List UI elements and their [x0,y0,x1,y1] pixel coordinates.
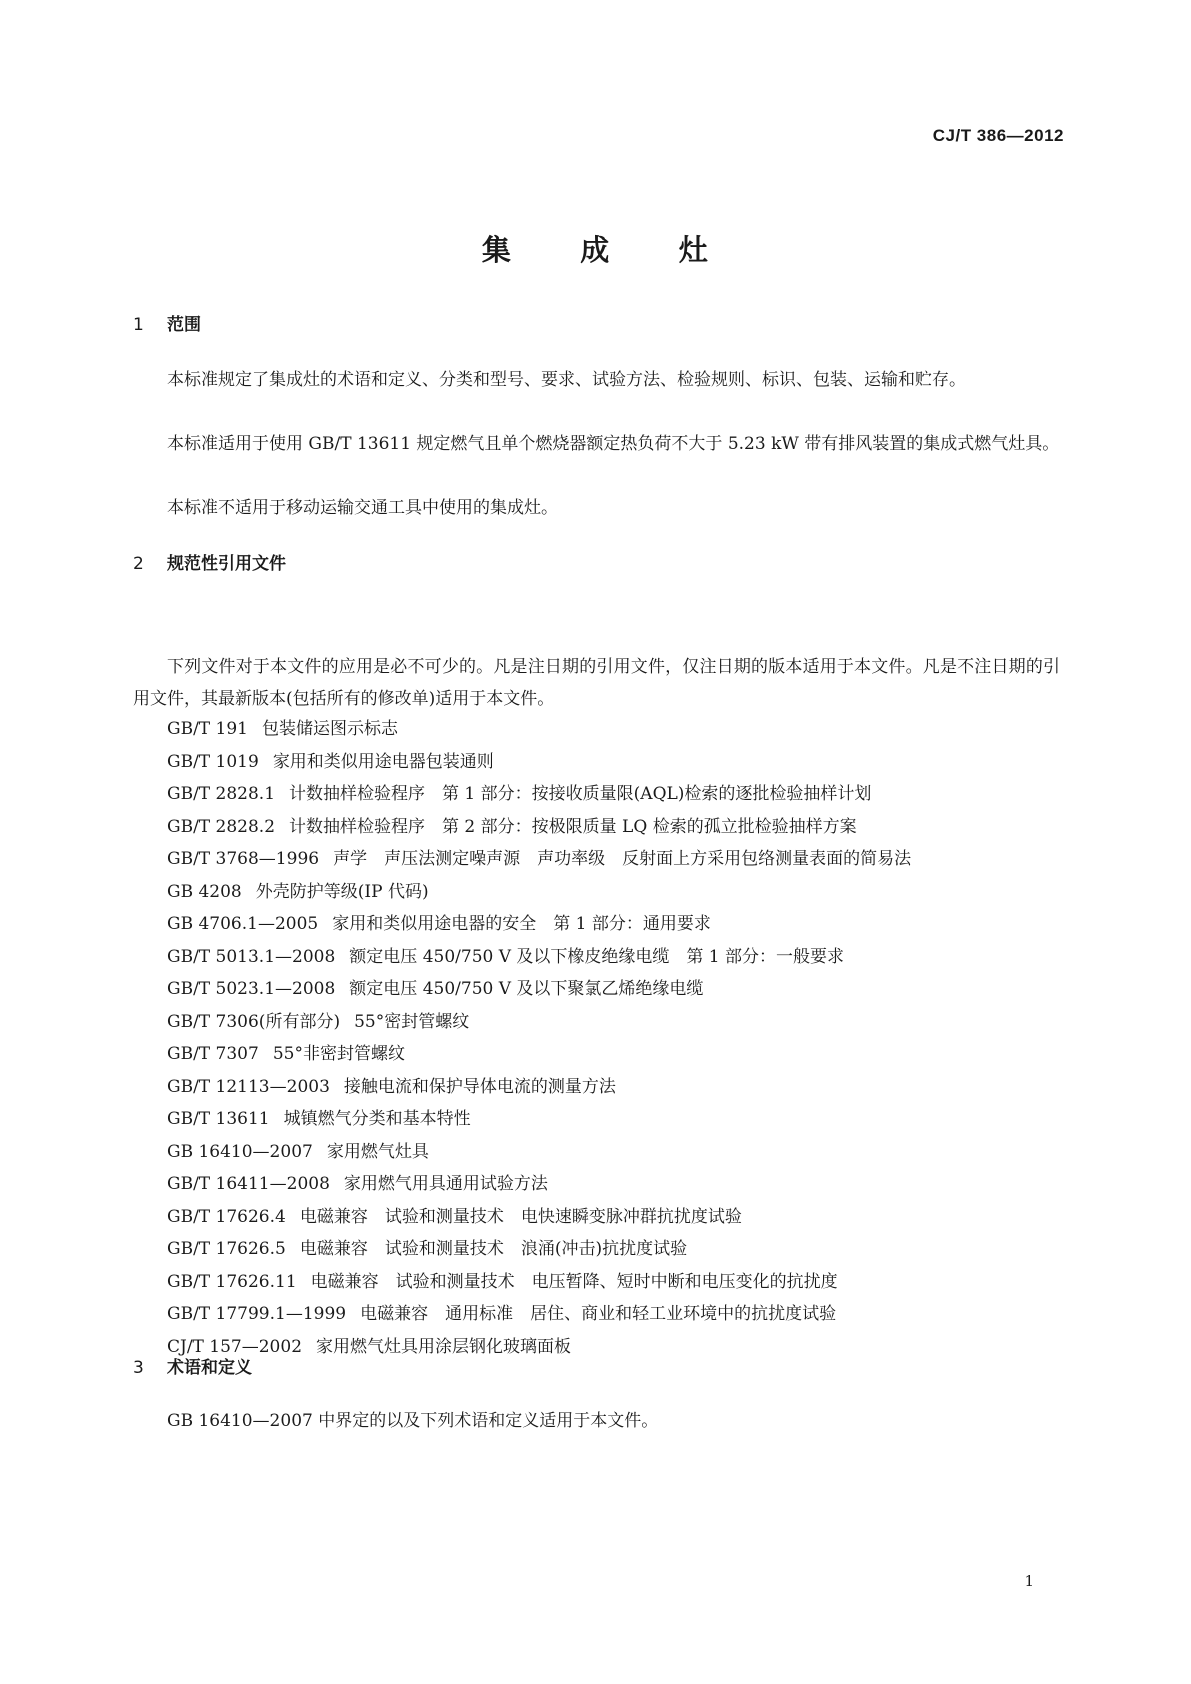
title-char: 灶 [678,233,710,267]
section-title: 范围 [167,315,201,335]
reference-item [133,1136,1060,1169]
reference-title: 55°密封管螺纹 [354,1011,470,1032]
reference-code: GB/T 191 [167,719,248,739]
reference-code: GB 16410—2007 [167,1141,313,1162]
reference-code: GB/T 13611 [167,1109,270,1129]
reference-title: 电磁兼容 试验和测量技术 浪涌(冲击)抗扰度试验 [299,1239,688,1259]
reference-code: GB/T 1019 [167,751,259,772]
reference-item [133,1103,1060,1136]
reference-title: 家用和类似用途电器的安全 第 1 部分：通用要求 [332,914,711,934]
reference-item [133,1298,1060,1331]
section-1-heading [133,310,201,335]
reference-item [133,746,1060,779]
reference-code: GB/T 5023.1—2008 [167,979,336,999]
reference-item [133,1038,1060,1071]
title-char: 成 [580,233,611,267]
reference-code: GB 4208 [167,881,242,902]
section-2-heading [133,549,286,574]
reference-item [133,1006,1060,1039]
reference-title: 外壳防护等级(IP 代码) [255,881,429,902]
reference-item [133,1071,1060,1104]
section-title: 规范性引用文件 [167,554,286,574]
reference-title: 家用燃气灶具 [326,1141,429,1162]
reference-item [133,713,1060,746]
section-2-intro: 下列文件对于本文件的应用是必不可少的。凡是注日期的引用文件，仅注日期的版本适用于本文件。凡是不注日期的引用文件，其最新版本(包括所有的修改单)适用于本文件。 [133,657,1060,709]
reference-code: GB/T 2828.1 [167,784,276,804]
section-3-heading [133,1353,252,1378]
reference-code: GB/T 17799.1—1999 [167,1304,347,1324]
reference-item [133,811,1060,844]
reference-title: 包装储运图示标志 [262,719,398,739]
reference-title: 电磁兼容 试验和测量技术 电快速瞬变脉冲群抗扰度试验 [299,1206,742,1227]
reference-title: 城镇燃气分类和基本特性 [283,1109,471,1129]
reference-title: 额定电压 450/750 V 及以下聚氯乙烯绝缘电缆 [349,979,704,999]
reference-code: GB/T 7306(所有部分) [167,1011,341,1032]
reference-item [133,1331,1060,1364]
section-number: 2 [133,554,144,574]
reference-title: 电磁兼容 试验和测量技术 电压暂降、短时中断和电压变化的抗扰度 [310,1271,838,1292]
reference-code: GB 4706.1—2005 [167,914,319,934]
reference-title: 家用燃气用具通用试验方法 [343,1174,548,1194]
reference-code: CJ/T 157—2002 [167,1336,303,1357]
title-char: 集 [481,233,513,267]
page-number: 1 [1024,1572,1034,1590]
reference-item [133,843,1060,876]
standard-code: CJ/T 386—2012 [932,126,1064,145]
section-1-paragraph: 本标准不适用于移动运输交通工具中使用的集成灶。 [167,498,558,518]
section-3-intro: GB 16410—2007 中界定的以及下列术语和定义适用于本文件。 [167,1411,659,1431]
reference-code: GB/T 2828.2 [167,816,276,837]
reference-code: GB/T 12113—2003 [167,1076,330,1097]
reference-title: 接触电流和保护导体电流的测量方法 [343,1076,616,1097]
reference-item [133,1266,1060,1299]
section-number: 3 [133,1358,144,1378]
reference-title: 额定电压 450/750 V 及以下橡皮绝缘电缆 第 1 部分：一般要求 [349,946,845,967]
document-title [0,228,1191,269]
reference-code: GB/T 3768—1996 [167,849,320,869]
reference-title: 电磁兼容 通用标准 居住、商业和轻工业环境中的抗扰度试验 [360,1304,837,1324]
reference-item [133,908,1060,941]
reference-item [133,941,1060,974]
reference-code: GB/T 5013.1—2008 [167,946,336,967]
reference-title: 计数抽样检验程序 第 1 部分：按接收质量限(AQL)检索的逐批检验抽样计划 [289,784,872,804]
reference-code: GB/T 16411—2008 [167,1174,330,1194]
reference-title: 声学 声压法测定噪声源 声功率级 反射面上方采用包络测量表面的简易法 [333,849,912,869]
reference-item [133,778,1060,811]
reference-code: GB/T 7307 [167,1044,259,1064]
section-1-paragraph: 本标准规定了集成灶的术语和定义、分类和型号、要求、试验方法、检验规则、标识、包装、运输和贮存。 [167,370,966,390]
reference-list [133,713,1060,1363]
section-number: 1 [133,315,144,335]
reference-title: 计数抽样检验程序 第 2 部分：按极限质量 LQ 检索的孤立批检验抽样方案 [289,816,857,837]
reference-code: GB/T 17626.4 [167,1206,286,1227]
reference-item [133,1201,1060,1234]
reference-item [133,1168,1060,1201]
reference-item [133,876,1060,909]
reference-code: GB/T 17626.11 [167,1271,297,1292]
reference-title: 家用燃气灶具用涂层钢化玻璃面板 [316,1336,572,1357]
reference-item [133,1233,1060,1266]
reference-code: GB/T 17626.5 [167,1239,286,1259]
reference-title: 家用和类似用途电器包装通则 [272,751,494,772]
section-title: 术语和定义 [167,1358,252,1378]
reference-item [133,973,1060,1006]
section-1-paragraph: 本标准适用于使用 GB/T 13611 规定燃气且单个燃烧器额定热负荷不大于 5.23 kW 带有排风装置的集成式燃气灶具。 [167,434,1060,454]
reference-title: 55°非密封管螺纹 [272,1044,405,1064]
